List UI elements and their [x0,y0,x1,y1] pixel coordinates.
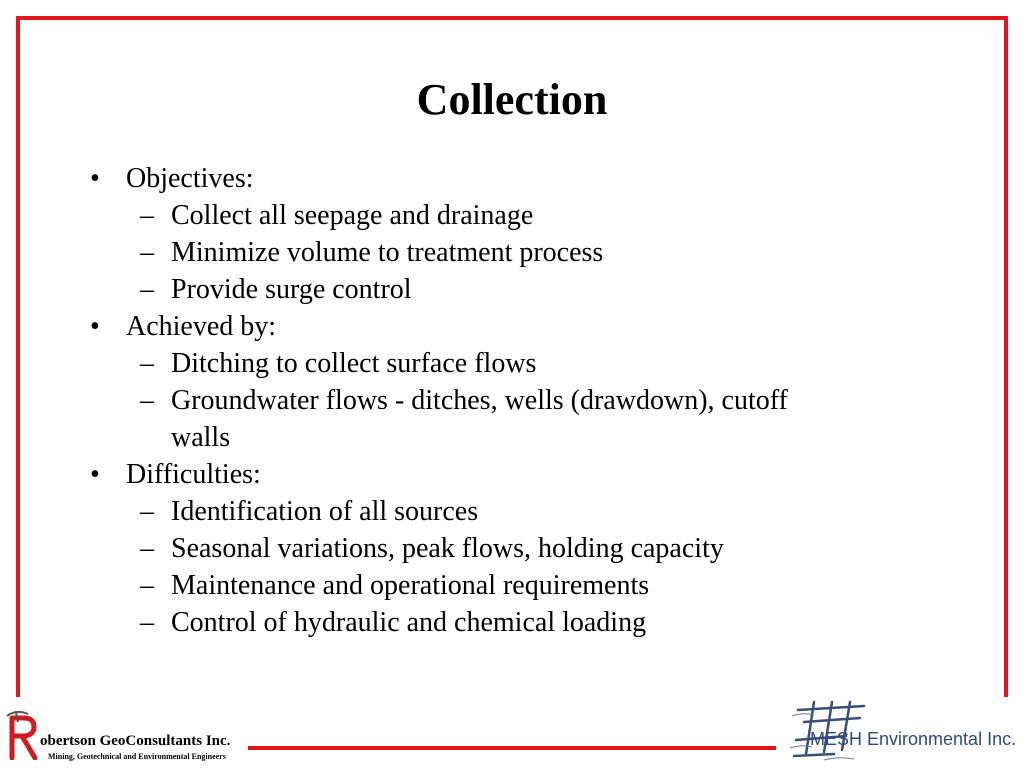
dash-marker: – [140,607,154,638]
bullet-text: Difficulties: [126,459,261,490]
bullet-marker: • [90,163,100,194]
sub-bullet-text: Identification of all sources [171,496,479,527]
dash-marker: – [140,385,154,416]
sub-bullet-text: Control of hydraulic and chemical loading [171,607,647,638]
sub-bullet-item [0,530,1024,567]
sub-bullet-text: Groundwater flows - ditches, wells (drawdown), cutoff [171,385,788,416]
bullet-text: Objectives: [126,163,254,194]
dash-marker: – [140,348,154,379]
sub-bullet-text: Seasonal variations, peak flows, holding capacity [171,533,724,564]
frame-top-border [16,16,1008,20]
sub-bullet-text: Minimize volume to treatment process [171,237,604,268]
mesh-company-name: MESH Environmental Inc. [810,729,1017,749]
sub-bullet-item [0,345,1024,382]
dash-marker: – [140,274,154,305]
dash-marker: – [140,533,154,564]
sub-bullet-item [0,234,1024,271]
mesh-logo [780,696,1020,766]
dash-marker: – [140,200,154,231]
sub-bullet-item [0,271,1024,308]
bullet-item [0,456,1024,493]
dash-marker: – [140,570,154,601]
bullet-marker: • [90,311,100,342]
sub-bullet-item [0,567,1024,604]
sub-bullet-item [0,604,1024,641]
bullet-item [0,160,1024,197]
sub-bullet-text: Maintenance and operational requirements [171,570,650,601]
slide-title: Collection [416,75,608,124]
robertson-company-subtitle: Mining, Geotechnical and Environmental Engineers [48,752,226,761]
sub-bullet-item [0,419,1024,456]
bullet-marker: • [90,459,100,490]
robertson-r-logo-icon [6,710,42,760]
sub-bullet-item [0,493,1024,530]
dash-marker: – [140,237,154,268]
sub-bullet-text: Collect all seepage and drainage [171,200,534,231]
robertson-logo [2,708,247,766]
sub-bullet-item [0,197,1024,234]
dash-marker: – [140,496,154,527]
sub-bullet-text: Provide surge control [171,274,412,305]
sub-bullet-item [0,382,1024,419]
sub-bullet-text: Ditching to collect surface flows [171,348,537,379]
bullet-item [0,308,1024,345]
sub-bullet-text: walls [171,422,231,453]
robertson-company-name: obertson GeoConsultants Inc. [40,733,231,749]
frame-bottom-border [248,746,776,750]
bullet-text: Achieved by: [126,311,277,342]
